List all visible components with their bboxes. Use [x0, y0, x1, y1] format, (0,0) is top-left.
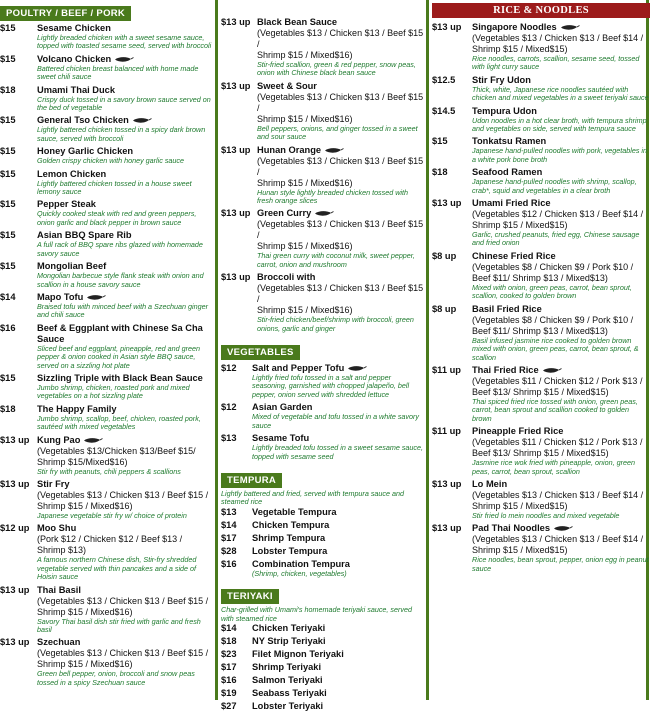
poultry-beef-pork-column	[0, 0, 213, 700]
menu-item	[432, 479, 650, 520]
item-price: $15	[0, 23, 16, 33]
item-price-options: (Vegetables $13 / Chicken $13 / Beef $15 /	[257, 91, 424, 113]
item-price: $13 up	[0, 478, 30, 489]
item-name: Salt and Pepper Tofu	[252, 363, 345, 374]
item-description: Green bell pepper, onion, broccoli and snow peas tossed in a spicy Szechuan sauce	[37, 669, 195, 687]
item-price-options: Shrimp $15 / Mixed$16)	[257, 305, 353, 316]
menu-item	[0, 169, 213, 197]
item-name: Sesame Chicken	[37, 23, 111, 33]
menu-item	[0, 54, 213, 82]
item-price: $15	[0, 53, 16, 64]
item-description: (Shrimp, chicken, vegetables)	[252, 568, 347, 578]
item-name: Lobster Teriyaki	[252, 700, 324, 711]
item-name: Chicken Tempura	[252, 519, 330, 530]
item-price: $18	[0, 84, 16, 95]
menu-item	[221, 688, 424, 699]
item-name: Salmon Teriyaki	[252, 674, 323, 685]
item-name: Honey Garlic Chicken	[37, 146, 134, 157]
item-description: Crispy duck tossed in a savory brown sauce served on the bed of vegetable	[37, 94, 211, 113]
item-price-options: (Vegetables $13 / Chicken $13 / Beef $14 /	[472, 534, 644, 545]
menu-item	[0, 585, 213, 635]
item-description: Stir-fried scallion, green & red pepper, snow peas, onion with Chinese black bean sauce	[257, 60, 416, 78]
menu-item	[221, 17, 424, 78]
item-name: Szechuan	[37, 637, 81, 648]
item-description: Mongolian barbecue style flank steak with onion and scallion in a house savory sauce	[37, 271, 204, 289]
item-price: $15	[0, 230, 16, 241]
item-description: Lightly breaded chicken with a sweet sesame sauce, topped with toasted sesame seed, served with broccoli	[37, 33, 212, 51]
item-price-options: (Pork $12 / Chicken $12 / Beef $13 / Shrimp $13)	[37, 534, 183, 556]
item-price-options: (Vegetables $13 / Chicken $13 / Beef $15 /	[37, 595, 209, 606]
item-price-options: Beef $13/ Shrimp $15 / Mixed$15)	[472, 448, 609, 459]
item-price: $12	[221, 402, 237, 413]
item-price-options: (Vegetables $8 / Chicken $9 / Pork $10 /	[472, 261, 634, 272]
item-price: $27	[221, 700, 237, 711]
item-name: Moo Shu	[37, 523, 77, 534]
item-price: $13 up	[432, 198, 462, 209]
item-name: Chicken Teriyaki	[252, 622, 326, 633]
item-price: $18	[432, 167, 448, 178]
menu-item	[0, 230, 213, 258]
chili-pepper-icon	[560, 24, 580, 31]
menu-item	[432, 426, 650, 476]
item-price: $13	[221, 433, 237, 444]
item-name: Broccoli with	[257, 272, 316, 283]
item-price-options: Shrimp $15 / Mixed$16)	[37, 500, 133, 511]
item-price: $14	[221, 519, 237, 530]
item-name: General Tso Chicken	[37, 115, 129, 126]
item-description: Japanese hand-pulled noodles with pork, vegetables in a white pork bone broth	[472, 146, 648, 164]
item-description: Thick, white, Japanese rice noodles sautéed with chicken and mixed vegetables in a sweet teriyaki sauce	[472, 84, 649, 103]
menu-item	[432, 304, 650, 362]
item-price-options: (Vegetables $13 / Chicken $13 / Beef $15 /	[257, 155, 424, 177]
menu-item	[221, 433, 424, 461]
menu-item	[221, 675, 424, 686]
menu-item	[221, 533, 424, 544]
menu-item	[0, 115, 213, 143]
item-name: Mongolian Beef	[37, 261, 107, 272]
item-price: $12.5	[432, 74, 456, 85]
chili-pepper-icon	[324, 147, 344, 154]
item-price: $14.5	[432, 105, 456, 116]
item-name: Seabass Teriyaki	[252, 687, 327, 698]
item-description: Japanese hand-pulled noodles with shrimp, scallop, crab*, squid and vegetables in a clear broth	[472, 177, 637, 195]
menu-item	[0, 373, 213, 401]
menu-item	[221, 520, 424, 531]
chili-pepper-icon	[347, 365, 367, 372]
item-name: Lemon Chicken	[37, 168, 107, 179]
item-price-options: Shrimp $15 / Mixed$16)	[257, 241, 353, 252]
menu-item	[0, 404, 213, 432]
item-price-options: Shrimp $15 / Mixed$15)	[472, 500, 568, 511]
menu-item	[0, 637, 213, 687]
menu-item	[0, 523, 213, 581]
menu-item	[221, 272, 424, 333]
item-description: Thai spiced fried rice tossed with onion, green peas, carrot, bean sprout and scallion cooked to golden brown	[472, 396, 638, 423]
item-price: $13	[221, 506, 237, 517]
item-price-options: Shrimp $15 / Mixed$15)	[472, 220, 568, 231]
item-name: Beef & Eggplant with Chinese Sa Cha Sauce	[37, 322, 203, 344]
item-name: Pad Thai Noodles	[472, 523, 551, 534]
item-price: $12 up	[0, 523, 30, 534]
menu-item	[432, 106, 650, 134]
item-price: $15	[0, 261, 16, 272]
menu-item	[432, 167, 650, 195]
item-name: The Happy Family	[37, 403, 117, 414]
item-description: Thai green curry with coconut milk, sweet pepper, carrot, onion and mushroom	[257, 251, 415, 269]
menu-item	[432, 75, 650, 103]
menu-item	[0, 146, 213, 165]
item-name: Umami Thai Duck	[37, 84, 116, 95]
item-name: Tonkatsu Ramen	[472, 136, 547, 147]
item-price-options: (Vegetables $13 / Chicken $13 / Beef $15 /	[37, 648, 209, 659]
item-description: Japanese vegetable stir fry w/ choice of protein	[37, 510, 187, 520]
item-name: Black Bean Sauce	[257, 17, 338, 27]
item-price: $13 up	[221, 208, 251, 219]
item-name: Basil Fried Rice	[472, 303, 542, 314]
item-description: Savory Thai basil dish stir fried with garlic and fresh basil	[37, 616, 201, 634]
item-price: $8 up	[432, 250, 457, 261]
item-name: Green Curry	[257, 208, 312, 219]
menu-item	[0, 261, 213, 289]
item-price-options: Shrimp $15 / Mixed$16)	[257, 177, 353, 188]
item-price-options: Shrimp $15 / Mixed$16)	[257, 50, 353, 60]
item-name: Combination Tempura	[252, 558, 350, 569]
item-name: NY Strip Teriyaki	[252, 635, 326, 646]
menu-item	[0, 292, 213, 320]
item-price-options: (Vegetables $13 / Chicken $13 / Beef $15 /	[257, 283, 424, 305]
item-name: Chinese Fried Rice	[472, 250, 556, 261]
item-name: Singapore Noodles	[472, 22, 557, 32]
item-price-options: (Vegetables $13 / Chicken $13 / Beef $14 /	[472, 33, 644, 43]
section-header-tempura: TEMPURA	[221, 473, 282, 488]
menu-item	[432, 365, 650, 423]
item-description: Mixed with onion, green peas, carrot, bean sprout, scallion, cooked to golden brown	[472, 282, 632, 301]
item-description: Rice noodles, bean sprout, pepper, onion egg in peanut sauce	[472, 555, 649, 573]
item-name: Seafood Ramen	[472, 167, 543, 178]
item-price: $15	[0, 199, 16, 210]
menu-item	[0, 199, 213, 227]
menu-item	[221, 507, 424, 518]
item-price: $17	[221, 532, 237, 543]
item-description: Basil infused jasmine rice cooked to golden brown mixed with onion, green peas, carrot, bean sprout, & scallion	[472, 335, 639, 362]
column-divider	[215, 0, 218, 700]
menu-item	[0, 323, 213, 370]
item-name: Stir Fry	[37, 478, 70, 489]
item-price: $13 up	[221, 272, 251, 283]
item-price: $13 up	[221, 144, 251, 155]
item-description: Quickly cooked steak with red and green peppers, onion garlic and black pepper in brown sauce	[37, 209, 197, 227]
item-name: Sweet & Sour	[257, 80, 317, 91]
rice-noodles-column	[432, 0, 650, 700]
teriyaki-intro: Char-grilled with Umami's homemade teriyaki sauce, served with steamed rice	[221, 605, 412, 623]
menu-item	[432, 22, 650, 72]
item-price-options: Shrimp $15 / Mixed$16)	[37, 659, 133, 670]
menu-item	[432, 136, 650, 164]
item-name: Pineapple Fried Rice	[472, 426, 564, 437]
item-name: Thai Fried Rice	[472, 364, 539, 375]
item-price: $13 up	[221, 17, 251, 27]
item-description: Garlic, crushed peanuts, fried egg, Chinese sausage and fried onion	[472, 230, 640, 248]
item-price-options: (Vegetables $8 / Chicken $9 / Pork $10 /	[472, 314, 634, 325]
item-description: Battered chicken breast balanced with home made sweet chili sauce	[37, 63, 199, 82]
item-price: $28	[221, 545, 237, 556]
item-price: $19	[221, 687, 237, 698]
menu-item	[221, 636, 424, 647]
menu-item	[221, 649, 424, 660]
item-description: Hunan style lightly breaded chicken tossed with fresh orange slices	[257, 187, 409, 206]
item-price-options: Shrimp $15/Mixed$16)	[37, 456, 128, 467]
item-price: $15	[0, 146, 16, 157]
item-name: Thai Basil	[37, 584, 81, 595]
item-name: Volcano Chicken	[37, 53, 112, 64]
menu-item	[221, 701, 424, 712]
chili-pepper-icon	[83, 437, 103, 444]
item-name: Kung Pao	[37, 434, 81, 445]
item-name: Shrimp Tempura	[252, 532, 326, 543]
item-price: $13 up	[432, 22, 462, 32]
section-header-vegetables: VEGETABLES	[221, 345, 300, 360]
menu-item	[432, 523, 650, 573]
menu-item	[0, 85, 213, 113]
item-price: $18	[0, 403, 16, 414]
item-price-options: Beef $11/ Shrimp $13 / Mixed$13)	[472, 272, 608, 283]
item-price-options: (Vegetables $13 / Chicken $13 / Beef $14 /	[472, 489, 644, 500]
item-price: $13 up	[432, 478, 462, 489]
item-description: Jumbo shrimp, scallop, beef, chicken, roasted pork, sautéed with mixed vegetables	[37, 413, 201, 432]
item-description: Sliced beef and eggplant, pineapple, red and green pepper & onion cooked in Asian style BBQ sauce, served on a sizzling hot plate	[37, 343, 201, 370]
menu-item	[0, 479, 213, 520]
item-name: Umami Fried Rice	[472, 198, 551, 209]
item-name: Sizzling Triple with Black Bean Sauce	[37, 372, 203, 383]
item-description: A full rack of BBQ spare ribs glazed with homemade savory sauce	[37, 240, 203, 258]
menu-item	[221, 662, 424, 673]
chili-pepper-icon	[132, 117, 152, 124]
menu-item	[432, 251, 650, 301]
item-price-options: (Vegetables $12 / Chicken $13 / Beef $14 /	[472, 209, 644, 220]
item-description: Stir-fried chicken/beef/shrimp with broccoli, green onions, garlic and ginger	[257, 315, 414, 333]
item-price: $15	[0, 372, 16, 383]
item-name: Stir Fry Udon	[472, 74, 531, 85]
menu-item	[221, 363, 424, 399]
item-price: $15	[0, 115, 16, 126]
item-name: Vegetable Tempura	[252, 506, 337, 517]
item-price: $15	[0, 168, 16, 179]
item-description: Golden crispy chicken with honey garlic sauce	[37, 156, 185, 166]
menu-item	[0, 23, 213, 51]
menu-item	[0, 435, 213, 476]
item-price: $13 up	[432, 523, 462, 534]
chili-pepper-icon	[553, 525, 573, 532]
item-description: Stir fry with peanuts, chili peppers & scallions	[37, 466, 181, 476]
item-price-options: (Vegetables $11 / Chicken $12 / Pork $13 /	[472, 437, 643, 448]
item-price: $18	[221, 635, 237, 646]
menu-item	[432, 198, 650, 248]
item-description: A famous northern Chinese dish, Stir-fry shredded vegetable served with thin pancakes and a side of Hoisin sauce	[37, 555, 197, 582]
item-description: Lightly battered chicken tossed in a spicy dark brown sauce, served with broccoli	[37, 125, 206, 143]
item-price-options: (Vegetables $13 / Chicken $13 / Beef $15 /	[257, 219, 424, 241]
item-name: Mapo Tofu	[37, 291, 84, 302]
item-price: $16	[221, 558, 237, 569]
item-description: Braised tofu with minced beef with a Szechuan ginger and chili sauce	[37, 301, 209, 320]
chili-pepper-icon	[542, 367, 562, 374]
menu-item	[221, 546, 424, 557]
item-name: Shrimp Teriyaki	[252, 661, 322, 672]
item-name: Pepper Steak	[37, 199, 96, 210]
item-price-options: (Vegetables $11 / Chicken $12 / Pork $13 /	[472, 375, 643, 386]
chili-pepper-icon	[314, 210, 334, 217]
item-price-options: (Vegetables $13 / Chicken $13 / Beef $15 /	[37, 489, 209, 500]
item-price: $16	[221, 674, 237, 685]
item-price: $13 up	[0, 584, 30, 595]
item-price-options: Shrimp $15 / Mixed$16)	[257, 113, 353, 124]
item-price: $11 up	[432, 426, 461, 437]
item-price: $8 up	[432, 303, 457, 314]
item-price-options: (Vegetables $13/Chicken $13/Beef $15/	[37, 445, 196, 456]
menu-item	[221, 81, 424, 142]
chili-pepper-icon	[86, 294, 106, 301]
item-price-options: Shrimp $15 / Mixed$15)	[472, 44, 568, 54]
item-description: Lightly breaded tofu tossed in a sweet sesame sauce, topped with sesame seed	[252, 443, 424, 461]
item-price: $13 up	[0, 637, 30, 648]
item-price-options: (Vegetables $13 / Chicken $13 / Beef $15 /	[257, 28, 424, 49]
menu-item	[221, 559, 424, 578]
item-name: Asian BBQ Spare Rib	[37, 230, 132, 241]
section-header-poultry: POULTRY / BEEF / PORK	[0, 6, 131, 21]
item-price-options: Beef $11/ Shrimp $13 / Mixed$13)	[472, 325, 608, 336]
item-description: Jumbo shrimp, chicken, roasted pork and mixed vegetables on a hot sizzling plate	[37, 382, 190, 401]
item-name: Sesame Tofu	[252, 433, 310, 444]
item-price: $13 up	[0, 434, 30, 445]
section-header-rice-noodles: RICE & NOODLES	[432, 3, 650, 18]
item-price: $14	[221, 622, 237, 633]
column-divider	[426, 0, 429, 700]
menu-item	[221, 623, 424, 634]
menu-item	[221, 145, 424, 206]
item-name: Hunan Orange	[257, 144, 322, 155]
menu-item	[221, 402, 424, 430]
item-name: Asian Garden	[252, 402, 313, 413]
item-price: $12	[221, 363, 237, 374]
item-price: $23	[221, 648, 237, 659]
item-description: Stir fried lo mein noodles and mixed vegetable	[472, 510, 620, 520]
item-price: $14	[0, 291, 16, 302]
item-name: Tempura Udon	[472, 105, 537, 116]
item-description: Lightly fried tofu tossed in a salt and pepper seasoning, garnished with chopped jalapeño, bell pepper, onion served with shredded lettuce	[252, 373, 410, 399]
chili-pepper-icon	[114, 56, 134, 63]
item-description: Mixed of vegetable and tofu tossed in a white savory sauce	[252, 412, 420, 430]
tempura-intro: Lightly battered and fried, served with tempura sauce and steamed rice	[221, 488, 404, 507]
item-description: Bell peppers, onions, and ginger tossed in a sweet and sour sauce	[257, 123, 418, 142]
item-description: Jasmine rice wok fried with pineapple, onion, green peas, carrot, bean sprout, scallion	[472, 458, 636, 476]
item-price-options: Beef $13/ Shrimp $15 / Mixed$15)	[472, 386, 609, 397]
item-price: $17	[221, 661, 237, 672]
item-price: $11 up	[432, 364, 461, 375]
item-description: Rice noodles, carrots, scallion, sesame seed, tossed with light curry sauce	[472, 54, 640, 72]
item-name: Lobster Tempura	[252, 545, 328, 556]
item-description: Udon noodles in a hot clear broth, with tempura shrimp and vegetables on side, served with tempura sauce	[472, 115, 647, 134]
item-price: $16	[0, 322, 16, 333]
section-header-teriyaki: TERIYAKI	[221, 589, 279, 604]
item-description: Lightly battered chicken tossed in a house sweet lemony sauce	[37, 178, 192, 197]
item-price: $13 up	[221, 80, 251, 91]
item-price-options: Shrimp $15 / Mixed$15)	[472, 545, 568, 556]
middle-column	[221, 0, 424, 711]
menu-item	[221, 208, 424, 269]
item-price-options: Shrimp $15 / Mixed$16)	[37, 606, 133, 617]
item-price: $15	[432, 136, 448, 147]
item-name: Lo Mein	[472, 478, 508, 489]
item-name: Filet Mignon Teriyaki	[252, 648, 344, 659]
